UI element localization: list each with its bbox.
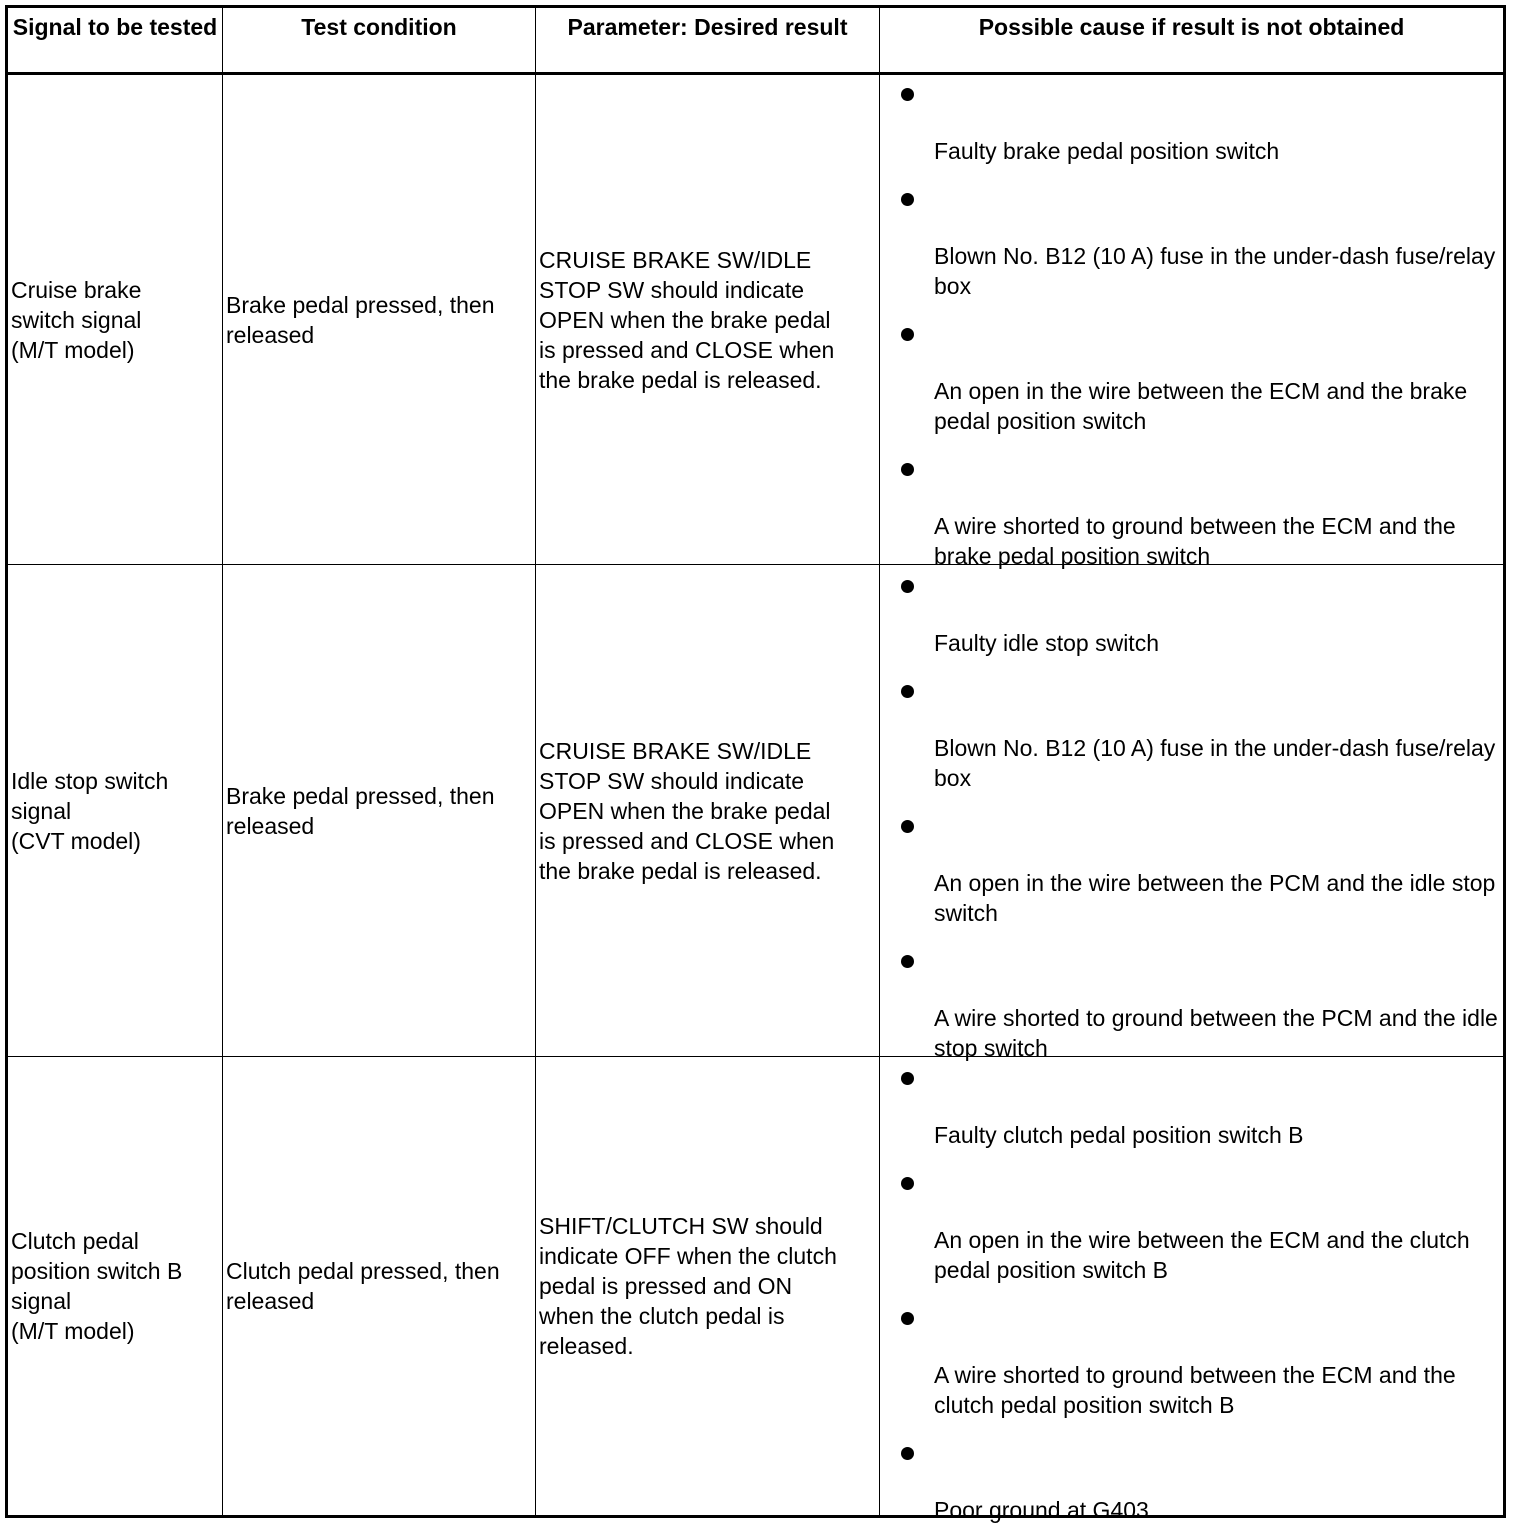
table-row-condition [223,1057,535,1515]
column-divider [879,8,880,1515]
condition-text: Brake pedal pressed, then released [226,782,495,839]
header-test-condition: Test condition [301,14,457,40]
parameter-text: CRUISE BRAKE SW/IDLE STOP SW should indicate OPEN when the brake pedal is pressed and CLOSE when the brake pedal is released. [539,737,835,884]
bullet-icon [901,1177,914,1190]
bullet-icon [901,580,914,593]
parameter-text: SHIFT/CLUTCH SW should indicate OFF when the clutch pedal is pressed and ON when the clutch pedal is released. [539,1213,837,1359]
condition-text: Clutch pedal pressed, then released [226,1258,500,1314]
cause-text: Blown No. B12 (10 A) fuse in the under-dash fuse/relay box [934,243,1496,299]
bullet-icon [901,463,914,476]
table-row-signal [8,75,222,564]
cause-text: Faulty idle stop switch [934,630,1159,656]
cause-text: A wire shorted to ground between the PCM and the idle stop switch [934,1005,1498,1061]
header-signal: Signal to be tested [12,14,218,40]
bullet-icon [901,1447,914,1460]
bullet-icon [901,88,914,101]
signal-text: Cruise brake switch signal (M/T model) [11,276,142,363]
bullet-icon [901,328,914,341]
header-parameter: Parameter: Desired result [567,14,848,40]
cause-text: An open in the wire between the ECM and the brake pedal position switch [934,378,1468,434]
cause-text: Blown No. B12 (10 A) fuse in the under-dash fuse/relay box [934,735,1496,791]
table-row-condition [223,75,535,564]
causes-list [881,580,1503,1061]
cause-text: A wire shorted to ground between the ECM and the clutch pedal position switch B [934,1362,1456,1418]
parameter-text: CRUISE BRAKE SW/IDLE STOP SW should indicate OPEN when the brake pedal is pressed and CLOSE when the brake pedal is released. [539,246,835,393]
table-row-parameter [536,75,879,564]
causes-list [881,1072,1503,1523]
bullet-icon [901,820,914,833]
bullet-icon [901,193,914,206]
table-row-signal [8,565,222,1056]
bullet-icon [901,1312,914,1325]
bullet-icon [901,955,914,968]
cause-text: Faulty brake pedal position switch [934,138,1280,164]
table-row-parameter [536,565,879,1056]
cause-text: Poor ground at G403 [934,1497,1149,1523]
signal-text: Idle stop switch signal (CVT model) [11,767,169,854]
bullet-icon [901,1072,914,1085]
causes-list [881,88,1503,569]
table-row-parameter [536,1057,879,1515]
header-possible-cause: Possible cause if result is not obtained [978,14,1405,40]
cause-text: A wire shorted to ground between the ECM and the brake pedal position switch [934,513,1456,569]
diagnostic-table [5,5,1506,1523]
cause-text: An open in the wire between the ECM and the clutch pedal position switch B [934,1227,1470,1283]
cause-text: An open in the wire between the PCM and the idle stop switch [934,870,1496,926]
cause-text: Faulty clutch pedal position switch B [934,1122,1304,1148]
table-row-signal [8,1057,222,1515]
signal-text: Clutch pedal position switch B signal (M/T model) [11,1228,183,1344]
bullet-icon [901,685,914,698]
condition-text: Brake pedal pressed, then released [226,291,495,348]
table-row-condition [223,565,535,1056]
